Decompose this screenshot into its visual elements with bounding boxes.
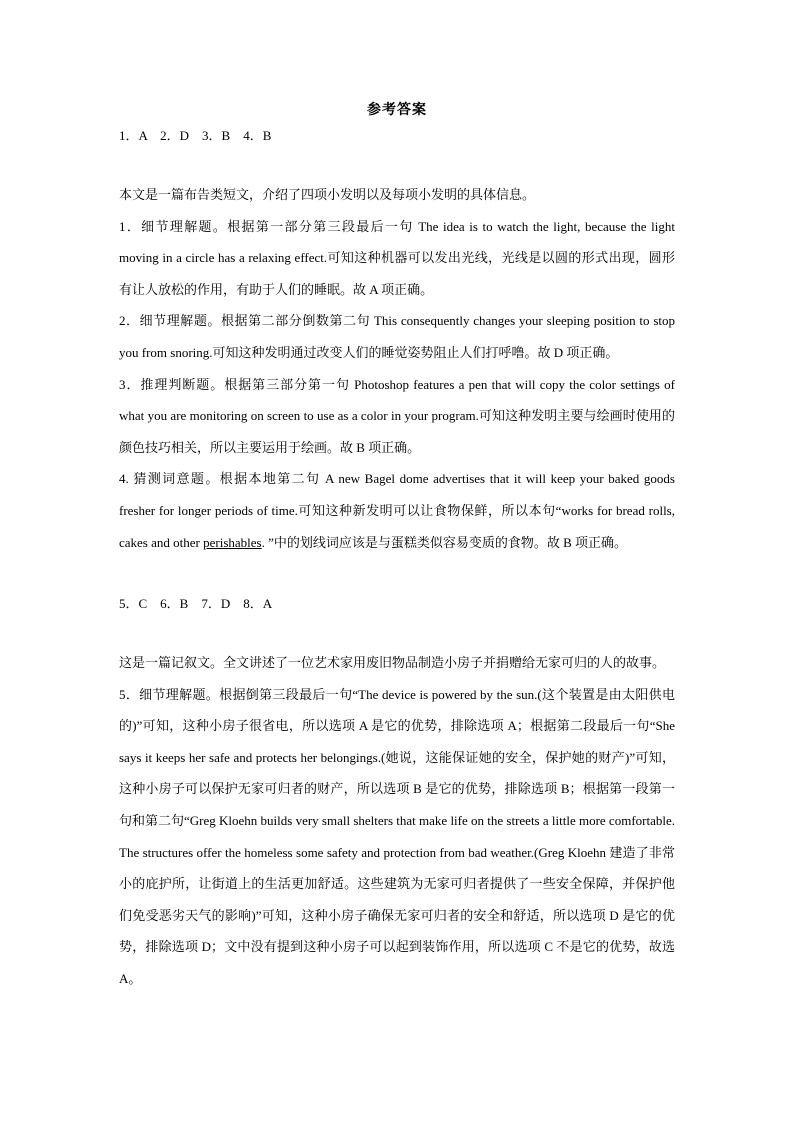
section-1-intro: 本文是一篇布告类短文，介绍了四项小发明以及每项小发明的具体信息。: [119, 187, 536, 202]
explanation-q1: 1．细节理解题。根据第一部分第三段最后一句 The idea is to watch the light, because the light moving in a circle has a relaxing effect.可知这种机器可以发出光线，光线是以圆的形式出现，圆形有让人放松的作用，有助于人们的睡眠。故 A 项正确。: [119, 218, 675, 297]
explanation-q2: 2．细节理解题。根据第二部分倒数第二句 This consequently changes your sleeping position to stop you from snoring.可知这种发明通过改变人们的睡觉姿势阻止人们打呼噜。故 D 项正确。: [119, 313, 675, 360]
underlined-word: perishables: [203, 534, 262, 550]
answer-key-1-4: 1．A 2．D 3．B 4．B: [119, 128, 272, 143]
answer-key-5-8: 5．C 6．B 7．D 8．A: [119, 596, 273, 611]
explanation-q5: 5．细节理解题。根据倒第三段最后一句“The device is powered by the sun.(这个装置是由太阳供电的)”可知，这种小房子很省电，所以选项 A 是它的优势，排除选项 A；根据第二段最后一句“She says it keeps her safe and protects her belongings.(她说，这能保证她的安全，保护她的财产)”可知，这种小房子可以保护无家可归者的财产，所以选项 B 是它的优势，排除选项 B；根据第一段第一句和第二句“Greg Kloehn builds very small shelters that make life on the streets a little more comfortable. The structures offer the homeless some safety and protection from bad weather.(Greg Kloehn 建造了非常小的庇护所，让街道上的生活更加舒适。这些建筑为无家可归者提供了一些安全保障，并保护他们免受恶劣天气的影响)”可知，这种小房子确保无家可归者的安全和舒适，所以选项 D 是它的优势，排除选项 D；文中没有提到这种小房子可以起到装饰作用，所以选项 C 不是它的优势，故选 A。: [119, 686, 675, 986]
explanation-section-1: [119, 179, 675, 558]
explanation-q4: [119, 463, 675, 558]
page-title: 参考答案: [367, 102, 427, 118]
q4-text-after: . ”中的划线词应该是与蛋糕类似容易变质的食物。故 B 项正确。: [261, 534, 628, 550]
explanation-section-2: [119, 647, 675, 995]
section-2-intro: 这是一篇记叙文。全文讲述了一位艺术家用废旧物品制造小房子并捐赠给无家可归的人的故事。: [119, 655, 666, 670]
explanation-q3: 3．推理判断题。根据第三部分第一句 Photoshop features a pen that will copy the color settings of what you are monitoring on screen to use as a color in your program.可知这种发明主要与绘画时使用的颜色技巧相关，所以主要运用于绘画。故 B 项正确。: [119, 376, 675, 455]
q4-text-before: 4. 猜测词意题。根据本地第二句 A new Bagel dome advertises that it will keep your baked goods fresher for longer periods of time.可知这种新发明可以让食物保鲜，所以本句“works for bread rolls, cakes and other: [119, 471, 675, 550]
